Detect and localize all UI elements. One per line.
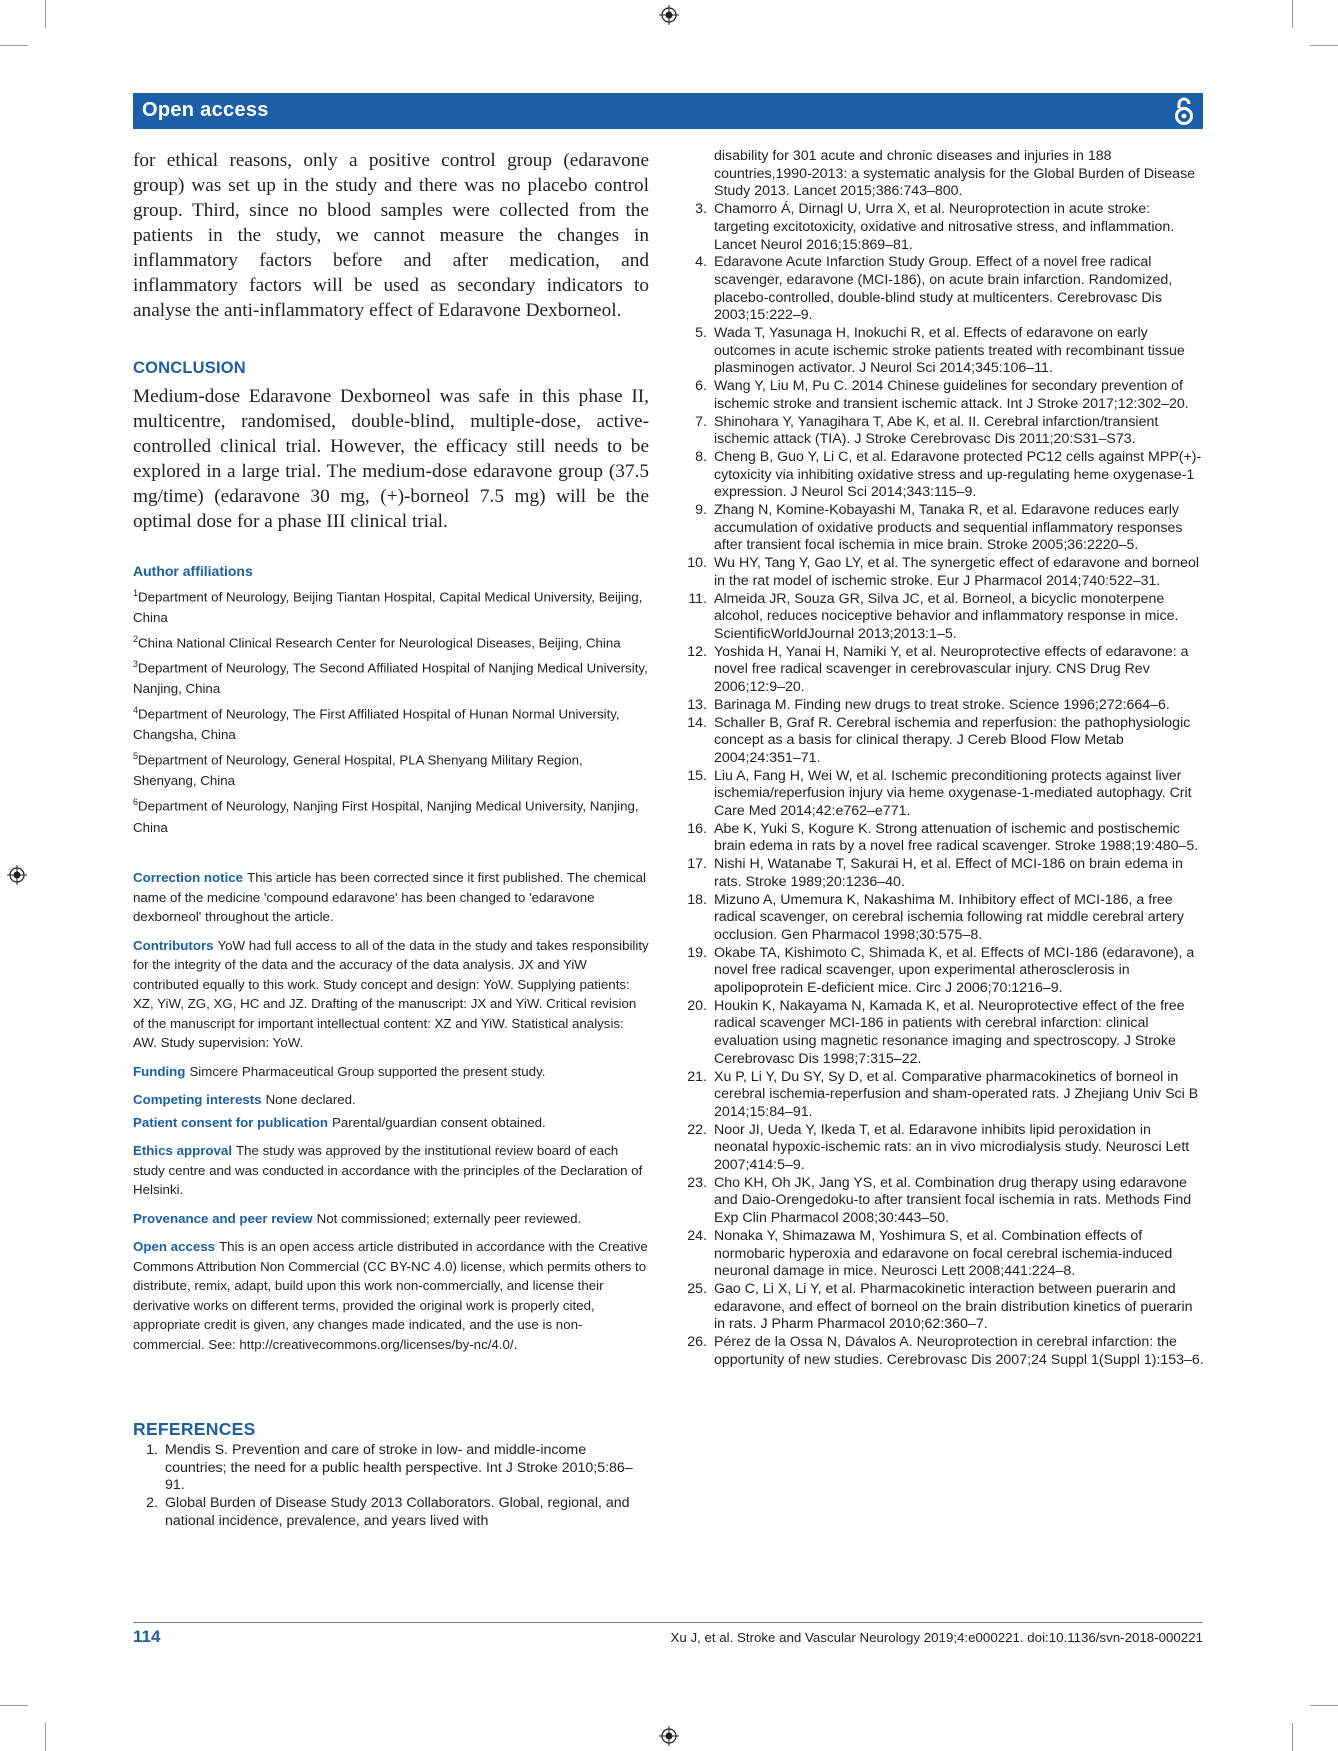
crop-mark: [45, 1723, 46, 1751]
affiliation-item: $^2$China National Clinical Research Center for Neurological Diseases, Beijing, China: [133, 634, 621, 651]
affiliations-list: [133, 583, 649, 838]
reference-item: 3. Chamorro Á, Dirnagl U, Urra X, et al. Neuroprotection in acute stroke: targeting excitotoxicity, oxidative and nitrosative stress, and inflammation. Lancet Neurol 2016;15:869–81.: [695, 201, 1175, 253]
references-heading: REFERENCES: [133, 1419, 256, 1439]
reference-item: 26. Pérez de la Ossa N, Dávalos A. Neuroprotection in cerebral infarction: the opportunity of new studies. Cerebrovasc Dis 2007;24 Suppl 1(Suppl 1):153–6.: [687, 1334, 1204, 1368]
body-paragraph: for ethical reasons, only a positive control group (edaravone group) was set up in the study and there was no placebo control group. Third, since no blood samples were collected from the patients in the study, we cannot measure the changes in inflammatory factors before and after medication, and inflammatory factors will be used as secondary indicators to analyse the anti-inflammatory effect of Edaravone Dexborneol.: [133, 150, 649, 321]
reference-item: 25. Gao C, Li X, Li Y, et al. Pharmacokinetic interaction between puerarin and edaravone, and effect of borneol on the brain distribution kinetics of puerarin in rats. J Pharm Pharmacol 2010;62:360–7.: [687, 1281, 1193, 1333]
patient-consent-note: Patient consent for publication Parental/guardian consent obtained.: [133, 1114, 546, 1130]
reference-item: 18. Mizuno A, Umemura K, Nakashima M. Inhibitory effect of MCI-186, a free radical scavenger, on cerebral ischemia following rat middle cerebral artery occlusion. Gen Pharmacol 1998;30:575–8.: [687, 891, 1184, 943]
affiliations-heading: Author affiliations: [133, 563, 253, 579]
reference-item: 15. Liu A, Fang H, Wei W, et al. Ischemic preconditioning protects against liver ischemia/reperfusion injury via heme oxygenase-1-mediated autophagy. Crit Care Med 2014;42:e762–e771.: [687, 767, 1192, 820]
crop-mark: [0, 45, 28, 46]
crop-mark: [0, 1705, 28, 1706]
correction-notice: Correction notice This article has been corrected since it first published. The chemical name of the medicine 'compound edaravone' has been changed to 'edaravone dexborneol' throughout the article.: [133, 870, 646, 925]
reference-item: 14. Schaller B, Graf R. Cerebral ischemia and reperfusion: the pathophysiologic concept as a basis for clinical therapy. J Cereb Blood Flow Metab 2004;24:351–71.: [687, 714, 1191, 766]
article-notes: [133, 868, 649, 1354]
reference-item: 11. Almeida JR, Souza GR, Silva JC, et al. Borneol, a bicyclic monoterpene alcohol, reduces nociceptive behavior and inflammatory response in mice. ScientificWorldJournal 2013;2013:1–5.: [688, 590, 1179, 642]
affiliation-item: $^5$Department of Neurology, General Hospital, PLA Shenyang Military Region, Shenyang, China: [133, 751, 583, 789]
open-access-lock-icon: [1173, 96, 1195, 126]
ethics-approval-note: Ethics approval The study was approved by the institutional review board of each study centre and was conducted in accordance with the principles of the Declaration of Helsinki.: [133, 1143, 643, 1198]
reference-item: 17. Nishi H, Watanabe T, Sakurai H, et al. Effect of MCI-186 on brain edema in rats. Stroke 1989;20:1236–40.: [687, 856, 1183, 890]
reference-item: 20. Houkin K, Nakayama N, Kamada K, et al. Neuroprotective effect of the free radical scavenger MCI-186 in patients with cerebral infarction: clinical evaluation using magnetic resonance imaging and spectroscopy. J Stroke Cerebrovasc Dis 1998;7:315–22.: [687, 997, 1185, 1067]
crop-mark: [1310, 45, 1338, 46]
provenance-note: Provenance and peer review Not commissioned; externally peer reviewed.: [133, 1210, 582, 1226]
reference-item: 10. Wu HY, Tang Y, Gao LY, et al. The synergetic effect of edaravone and borneol in the rat model of ischemic stroke. Eur J Pharmacol 2014;740:522–31.: [687, 555, 1200, 589]
reference-item: 2. Global Burden of Disease Study 2013 Collaborators. Global, regional, and national incidence, prevalence, and years lived with: [146, 1495, 630, 1529]
funding-note: Funding Simcere Pharmaceutical Group supported the present study.: [133, 1063, 546, 1079]
reference-item: 8. Cheng B, Guo Y, Li C, et al. Edaravone protected PC12 cells against MPP(+)-cytoxicity via inhibiting oxidative stress and up-regulating heme oxygenase-1 expression. J Neurol Sci 2014;343:115–9.: [695, 448, 1202, 501]
registration-mark-icon: [659, 5, 679, 25]
reference-item: 4. Edaravone Acute Infarction Study Group. Effect of a novel free radical scavenger, edaravone (MCI-186), on acute brain infarction. Randomized, placebo-controlled, double-blind study at multicenters. Cerebrovasc Dis 2003;15:222–9.: [695, 254, 1173, 324]
conclusion-heading: CONCLUSION: [133, 359, 246, 377]
page-number: 114: [133, 1627, 161, 1646]
references-section: [133, 1419, 649, 1531]
open-access-note: Open access This is an open access article distributed in accordance with the Creative Commons Attribution Non Commercial (CC BY-NC 4.0) license, which permits others to distribute, remix, adapt, build upon this work non-commercially, and license their derivative works on different terms, provided the original work is properly cited, appropriate credit is given, any changes made indicated, and the use is non-commercial. See: http://creativecommons.org/licenses/by-nc/4.0/.: [133, 1239, 648, 1352]
reference-item: 19. Okabe TA, Kishimoto C, Shimada K, et al. Effects of MCI-186 (edaravone), a novel free radical scavenger, upon experimental atherosclerosis in apolipoprotein E-deficient mice. Circ J 2006;70:1216–9.: [687, 944, 1195, 997]
open-access-banner: [133, 93, 1203, 129]
banner-label: Open access: [142, 99, 269, 121]
competing-interests-note: Competing interests None declared.: [133, 1092, 356, 1108]
reference-item: 5. Wada T, Yasunaga H, Inokuchi R, et al. Effects of edaravone on early outcomes in acute ischemic stroke patients treated with recombinant tissue plasminogen activator. J Neurol Sci 2014;345:106–11.: [695, 325, 1185, 377]
reference-item: 6. Wang Y, Liu M, Pu C. 2014 Chinese guidelines for secondary prevention of ischemic stroke and transient ischemic attack. Int J Stroke 2017;12:302–20.: [695, 378, 1189, 412]
affiliation-item: $^3$Department of Neurology, The Second Affiliated Hospital of Nanjing Medical University, Nanjing, China: [133, 659, 648, 697]
crop-mark: [45, 0, 46, 28]
reference-item: 23. Cho KH, Oh JK, Jang YS, et al. Combination drug therapy using edaravone and Daio-Orengedoku-to after transient focal ischemia in rats. Methods Find Exp Clin Pharmacol 2008;30:443–50.: [687, 1174, 1192, 1227]
reference-item: 22. Noor JI, Ueda Y, Ikeda T, et al. Edaravone inhibits lipid peroxidation in neonatal hypoxic-ischemic rats: an in vivo microdialysis study. Neurosci Lett 2007;414:5–9.: [687, 1121, 1190, 1174]
reference-item: 7. Shinohara Y, Yanagihara T, Abe K, et al. II. Cerebral infarction/transient ischemic attack (TIA). J Stroke Cerebrovasc Dis 2011;20:S31–S73.: [695, 413, 1159, 448]
reference-item: 9. Zhang N, Komine-Kobayashi M, Tanaka R, et al. Edaravone reduces early accumulation of oxidative products and sequential inflammatory responses after transient focal ischemia in mice brain. Stroke 2005;36:2220–5.: [695, 502, 1183, 554]
reference-item: 21. Xu P, Li Y, Du SY, Sy D, et al. Comparative pharmacokinetics of borneol in cerebral ischemia-reperfusion and sham-operated rats. J Zhejiang Univ Sci B 2014;15:84–91.: [687, 1068, 1199, 1120]
affiliation-item: $^4$Department of Neurology, The First Affiliated Hospital of Hunan Normal University, Changsha, China: [133, 705, 620, 743]
references-list-left: [133, 1442, 649, 1531]
conclusion-text: Medium-dose Edaravone Dexborneol was safe in this phase II, multicentre, randomised, double-blind, multiple-dose, active-controlled clinical trial. However, the efficacy still needs to be explored in a large trial. The medium-dose edaravone group (37.5 mg/time) (edaravone 30 mg, (+)-borneol 7.5 mg) will be the optimal dose for a phase III clinical trial.: [133, 386, 649, 532]
footer-citation: Xu J, et al. Stroke and Vascular Neurology 2019;4:e000221. doi:10.1136/svn-2018-000221: [670, 1630, 1203, 1645]
crop-mark: [1292, 0, 1293, 28]
registration-mark-icon: [659, 1726, 679, 1746]
reference-item: 12. Yoshida H, Yanai H, Namiki Y, et al. Neuroprotective effects of edaravone: a novel free radical scavenger in cerebrovascular injury. CNS Drug Rev 2006;12:9–20.: [687, 643, 1189, 696]
reference-item: 24. Nonaka Y, Shimazawa M, Yoshimura S, et al. Combination effects of normobaric hyperoxia and edaravone on focal cerebral ischemia-induced neuronal damage in mice. Neurosci Lett 2008;441:224–8.: [687, 1227, 1173, 1280]
crop-mark: [1310, 1705, 1338, 1706]
reference-item: 13. Barinaga M. Finding new drugs to treat stroke. Science 1996;272:664–6.: [687, 696, 1170, 713]
right-column: [682, 148, 1205, 1370]
references-list-right: [682, 148, 1205, 1370]
reference-item: 1. Mendis S. Prevention and care of stroke in low- and middle-income countries; the need for a public health perspective. Int J Stroke 2010;5:86–91.: [146, 1442, 633, 1494]
reference-continuation: disability for 301 acute and chronic diseases and injuries in 188 countries,1990-2013: a systematic analysis for the Global Burden of Disease Study 2013. Lancet 2015;386:743–800.: [714, 148, 1196, 200]
registration-mark-icon: [7, 865, 27, 885]
contributors-note: Contributors YoW had full access to all of the data in the study and takes responsibility for the integrity of the data and the accuracy of the data analysis. JX and YiW contributed equally to this work. Study concept and design: YoW. Supplying patients: XZ, YiW, ZG, XG, HC and JZ. Drafting of the manuscript: JX and YiW. Critical revision of the manuscript for important intellectual content: XZ and YiW. Statistical analysis: AW. Study supervision: YoW.: [133, 937, 649, 1051]
footer-rule: [133, 1622, 1203, 1623]
affiliation-item: $^6$Department of Neurology, Nanjing First Hospital, Nanjing Medical University, Nanjing, China: [133, 797, 639, 835]
reference-item: 16. Abe K, Yuki S, Kogure K. Strong attenuation of ischemic and postischemic brain edema in rats by a novel free radical scavenger. Stroke 1988;19:480–5.: [687, 820, 1199, 855]
left-column: [133, 148, 649, 1363]
affiliation-item: $^1$Department of Neurology, Beijing Tiantan Hospital, Capital Medical University, Beijing, China: [133, 588, 643, 626]
crop-mark: [1292, 1723, 1293, 1751]
